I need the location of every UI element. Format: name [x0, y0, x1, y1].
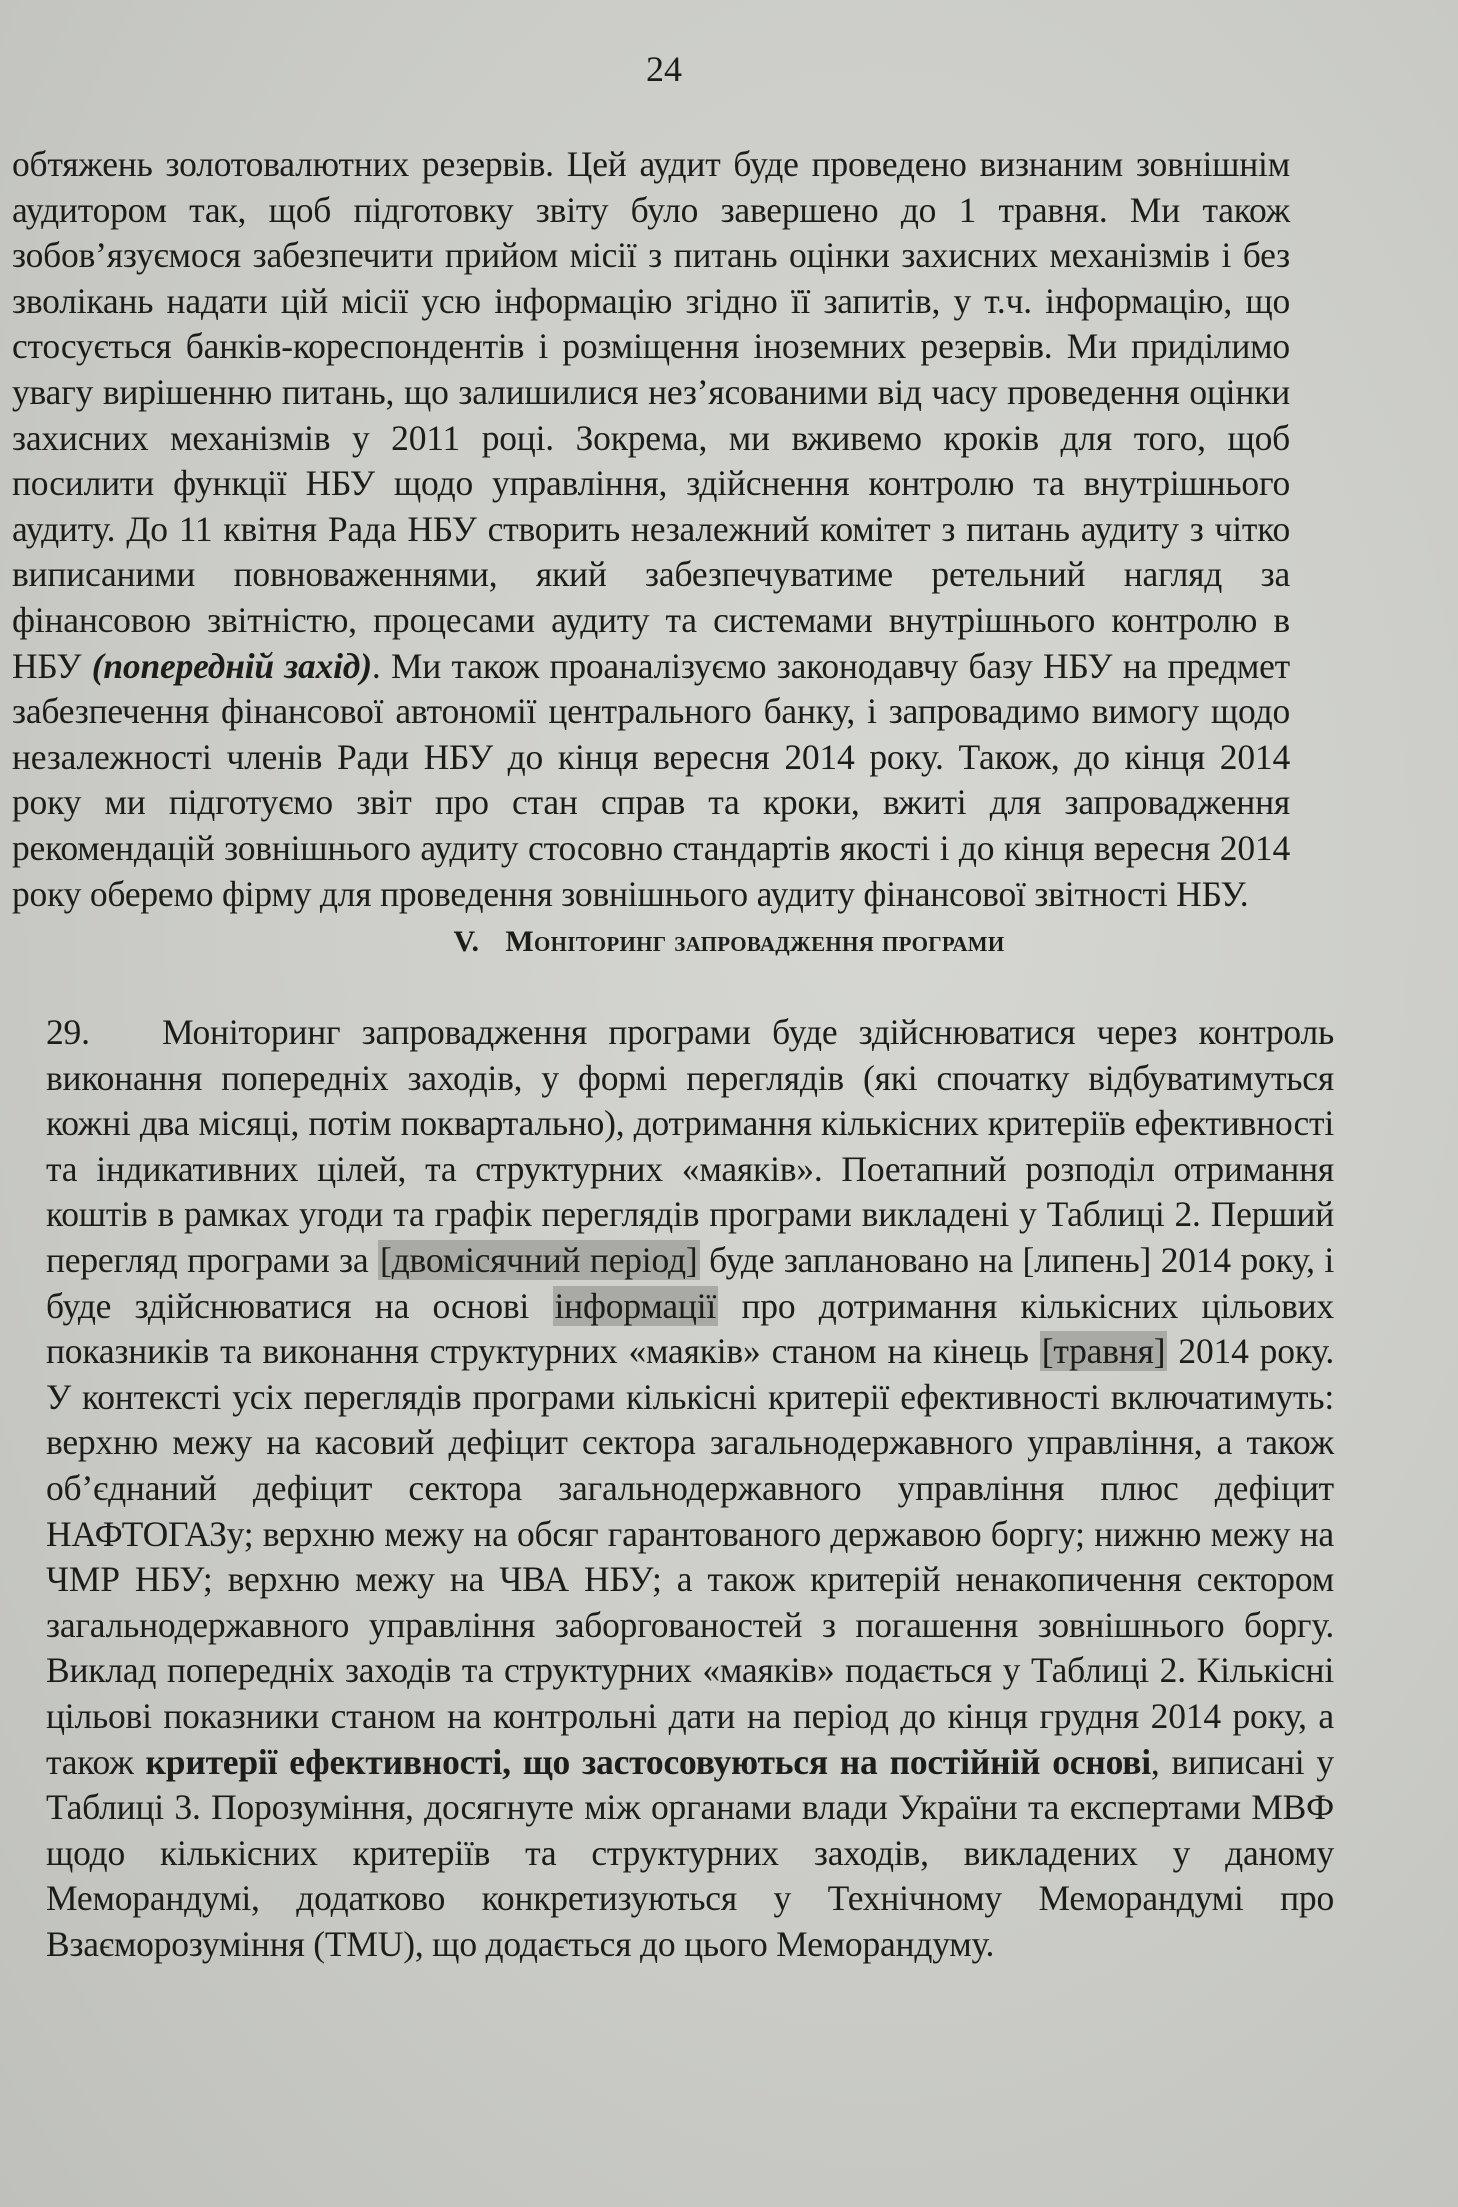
paragraph-text: 2014 року, і буде здійснюватися на основі — [46, 1239, 1335, 1326]
prior-action-emphasis: (попередній захід) — [91, 645, 372, 686]
section-title: Моніторинг запровадження програми — [505, 925, 1005, 958]
highlighted-text: [травня] — [1041, 1331, 1166, 1372]
highlighted-text: [двомісячний період] — [380, 1239, 698, 1280]
paragraph-text: буде заплановано на — [709, 1239, 1013, 1280]
paragraph-text: про дотримання кількісних цільових показників та виконання структурних «маяків» станом на кінець — [46, 1285, 1334, 1372]
paragraph-text: 2014 року. У контексті усіх переглядів програми кількісні критерії ефективності включатимуть: верхню межу на касовий дефіцит сектора загальнодержавного управління, а також об’єднаний дефіцит сектора загальнодержавного управління плюс дефіцит НАФТОГАЗу; верхню межу на обсяг гарантованого державою боргу; нижню межу на ЧМР НБУ; верхню межу на ЧВА НБУ; а також критерій ненакопичення сектором загальнодержавного управління заборгованостей з погашення зовнішнього боргу. Виклад попередніх заходів та структурних «маяків» подається у Таблиці 2. Кількісні цільові показники станом на контрольні дати на період до кінця грудня 2014 року, а також — [46, 1331, 1334, 1782]
page-number: 24 — [646, 49, 682, 89]
paragraph-text: Моніторинг запровадження програми буде здійснюватися через контроль виконання попередніх заходів, у формі переглядів (які спочатку відбуватимуться кожні два місяці, потім поквартально), дотримання кількісних критеріїв ефективності та індикативних цілей, та структурних «маяків». Поетапний розподіл отримання коштів в рамках угоди та графік переглядів програми викладені у Таблиці 2. Перший перегляд програми за — [46, 1012, 1334, 1280]
bold-text: критерії ефективності, що застосовуються на постійній основі — [145, 1741, 1151, 1782]
highlighted-text: інформації — [554, 1285, 717, 1326]
bracketed-text: [липень] — [1022, 1239, 1152, 1280]
paragraph-number: 29. — [46, 1012, 90, 1052]
paragraph-29 — [46, 1010, 1334, 1967]
paragraph-text: . Ми також проаналізуємо законодавчу базу НБУ на предмет забезпечення фінансової автономії центрального банку, і запровадимо вимогу щодо незалежності членів Ради НБУ до кінця вересня 2014 року. Також, до кінця 2014 року ми підготуємо звіт про стан справ та кроки, вжиті для запровадження рекомендацій зовнішнього аудиту стосовно стандартів якості і до кінця вересня 2014 року оберемо фірму для проведення зовнішнього аудиту фінансової звітності НБУ. — [12, 645, 1290, 914]
section-number: V. — [453, 925, 480, 958]
section-heading — [0, 925, 1458, 959]
paragraph-text: , виписані у Таблиці 3. Порозуміння, досягнуте між органами влади України та експертами МВФ щодо кількісних критеріїв та структурних заходів, викладених у даному Меморандумі, додатково конкретизуються у Технічному Меморандумі про Взаєморозуміння (TMU), що додається до цього Меморандуму. — [46, 1741, 1334, 1964]
paragraph-continued — [12, 142, 1290, 917]
paragraph-text: обтяжень золотовалютних резервів. Цей аудит буде проведено визнаним зовнішнім аудитором так, щоб підготовку звіту було завершено до 1 травня. Ми також зобов’язуємося забезпечити прийом місії з питань оцінки захисних механізмів і без зволікань надати цій місії усю інформацію згідно її запитів, у т.ч. інформацію, що стосується банків-кореспондентів і розміщення іноземних резервів. Ми приділимо увагу вирішенню питань, що залишилися нез’ясованими від часу проведення оцінки захисних механізмів у 2011 році. Зокрема, ми вживемо кроків для того, щоб посилити функції НБУ щодо управління, здійснення контролю та внутрішнього аудиту. До 11 квітня Рада НБУ створить незалежний комітет з питань аудиту з чітко виписаними повноваженнями, який забезпечуватиме ретельний нагляд за фінансовою звітністю, процесами аудиту та системами внутрішнього контролю в НБУ — [12, 144, 1290, 686]
